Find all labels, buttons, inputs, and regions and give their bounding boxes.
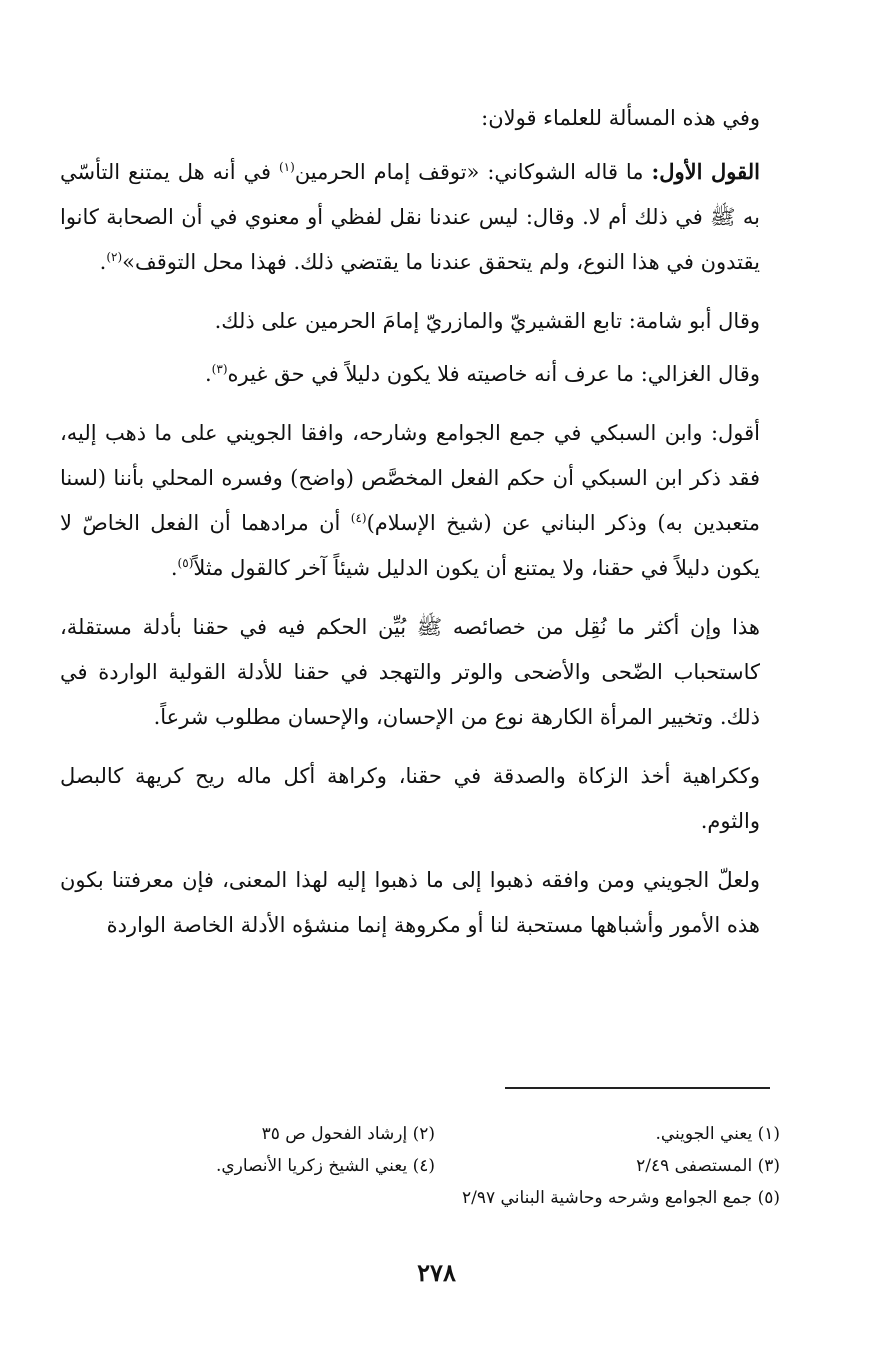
footnote-2: (٢) إرشاد الفحول ص ٣٥ [261, 1124, 435, 1144]
main-text [60, 96, 760, 962]
footnote-separator [505, 1087, 770, 1089]
subki-end: . [170, 556, 178, 580]
footnote-1: (١) يعني الجويني. [655, 1124, 780, 1144]
footnotes [60, 1118, 780, 1214]
footnote-row-3 [60, 1182, 780, 1214]
footnote-row-1 [60, 1118, 780, 1150]
footnote-row-2 [60, 1150, 780, 1182]
footnote-ref-5: (٥) [177, 556, 194, 570]
footnote-4: (٤) يعني الشيخ زكريا الأنصاري. [215, 1156, 435, 1176]
ghazali-text: وقال الغزالي: ما عرف أنه خاصيته فلا يكون دليلاً في حق غيره [227, 362, 760, 386]
paragraph-ghazali [60, 352, 760, 397]
footnote-ref-4: (٤) [350, 511, 367, 525]
first-opinion-text-a: ما قاله الشوكاني: «توقف إمام الحرمين [294, 160, 652, 184]
paragraph-subki [60, 411, 760, 591]
zakat-text: وككراهية أخذ الزكاة والصدقة في حقنا، وكراهة أكل ماله ريح كريهة كالبصل والثوم. [60, 764, 760, 833]
intro-text: وفي هذه المسألة للعلماء قولان: [481, 106, 760, 130]
paragraph-khasais [60, 605, 760, 740]
paragraph-abu-shama [60, 299, 760, 344]
subki-text-a: أقول: وابن السبكي في جمع الجوامع وشارحه، وافقا الجويني على ما ذهب إليه، فقد ذكر ابن السبكي أن حكم الفعل المخصَّص (واضح) وفسره المحلي بأننا (لسنا متعبدين به) وذكر البناني عن (شيخ الإسلام) [60, 421, 760, 535]
footnote-3: (٣) المستصفى ٢/٤٩ [636, 1156, 780, 1176]
subki-text-b: أن مرادهما أن الفعل الخاصّ لا يكون دليلاً في حقنا، ولا يمتنع أن يكون الدليل شيئاً آخر كالقول مثلاً [60, 511, 760, 580]
paragraph-zakat [60, 754, 760, 844]
abu-shama-text: وقال أبو شامة: تابع القشيريّ والمازريّ إمامَ الحرمين على ذلك. [214, 309, 760, 333]
paragraph-first-opinion [60, 149, 760, 285]
paragraph-intro [60, 96, 760, 141]
ghazali-end: . [204, 362, 212, 386]
first-opinion-heading: القول الأول: [651, 159, 760, 184]
khasais-text: هذا وإن أكثر ما نُقِل من خصائصه ﷺ بُيِّن الحكم فيه في حقنا بأدلة مستقلة، كاستحباب الضّحى والأضحى والوتر والتهجد في حقنا للأدلة القولية الواردة في ذلك. وتخيير المرأة الكارهة نوع من الإحسان، والإحسان مطلوب شرعاً. [60, 615, 760, 729]
first-opinion-end: . [99, 250, 107, 274]
footnote-ref-1: (١) [278, 160, 295, 174]
paragraph-juwaini [60, 858, 760, 948]
footnote-ref-2: (٢) [106, 250, 123, 264]
footnote-ref-3: (٣) [211, 362, 228, 376]
footnote-5: (٥) جمع الجوامع وشرحه وحاشية البناني ٢/٩٧ [462, 1188, 780, 1208]
page-number: ٢٧٨ [417, 1258, 456, 1287]
first-opinion-text-b: في أنه هل يمتنع التأسّي به ﷺ في ذلك أم لا. وقال: ليس عندنا نقل لفظي أو معنوي في أن الصحابة كانوا يقتدون في هذا النوع، ولم يتحقق عندنا ما يقتضي ذلك. فهذا محل التوقف» [60, 160, 760, 274]
juwaini-text: ولعلّ الجويني ومن وافقه ذهبوا إلى ما ذهبوا إليه لهذا المعنى، فإن معرفتنا بكون هذه الأمور وأشباهها مستحبة لنا أو مكروهة إنما منشؤه الأدلة الخاصة الواردة [60, 868, 760, 937]
